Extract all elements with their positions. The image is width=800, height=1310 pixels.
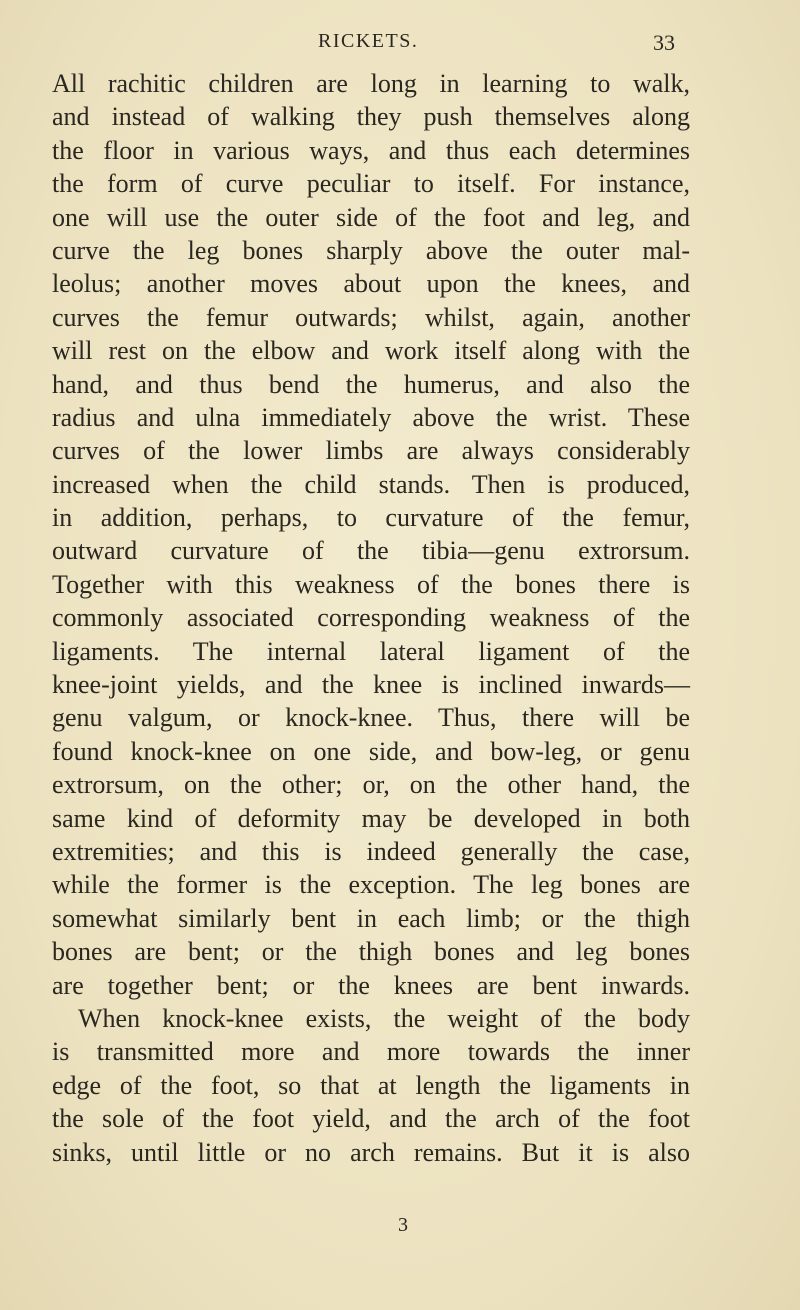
text-line: ligaments. The internal lateral ligament of the <box>52 636 690 666</box>
text-line: hand, and thus bend the humerus, and also the <box>52 369 690 399</box>
text-line: is transmitted more and more towards the inner <box>52 1037 690 1067</box>
text-line: leolus; another moves about upon the knees, and <box>52 269 690 299</box>
text-line: the form of curve peculiar to itself. For instance, <box>52 169 690 199</box>
text-line: curve the leg bones sharply above the outer mal- <box>52 235 690 265</box>
text-line: the floor in various ways, and thus each determines <box>52 135 690 165</box>
text-line: Together with this weakness of the bones there is <box>52 569 690 599</box>
text-line: in addition, perhaps, to curvature of the femur, <box>52 503 690 533</box>
text-line: same kind of deformity may be developed in both <box>52 803 690 833</box>
text-line: increased when the child stands. Then is produced, <box>52 469 690 499</box>
text-line: and instead of walking they push themselves along <box>52 102 690 132</box>
text-line: one will use the outer side of the foot and leg, and <box>52 202 690 232</box>
signature-mark: 3 <box>398 1214 408 1236</box>
page-number: 33 <box>653 30 675 55</box>
text-line: somewhat similarly bent in each limb; or the thigh <box>52 903 690 933</box>
text-line: outward curvature of the tibia—genu extrorsum. <box>52 536 690 566</box>
text-line: curves of the lower limbs are always considerably <box>52 436 690 466</box>
text-line: will rest on the elbow and work itself along with the <box>52 336 690 366</box>
text-line: curves the femur outwards; whilst, again, another <box>52 302 690 332</box>
text-line: the sole of the foot yield, and the arch of the foot <box>52 1104 690 1134</box>
text-line: extremities; and this is indeed generally the case, <box>52 836 690 866</box>
body-text <box>52 67 690 1169</box>
text-line: knee-joint yields, and the knee is inclined inwards— <box>52 670 690 700</box>
text-line: All rachitic children are long in learning to walk, <box>52 69 690 98</box>
paragraph-start-line: When knock-knee exists, the weight of the body <box>78 1003 690 1033</box>
text-line: found knock-knee on one side, and bow-leg, or genu <box>52 736 690 766</box>
text-line: edge of the foot, so that at length the ligaments in <box>52 1070 690 1100</box>
text-line: while the former is the exception. The leg bones are <box>52 870 690 900</box>
running-title: RICKETS. <box>318 30 419 52</box>
text-line: radius and ulna immediately above the wrist. These <box>52 402 690 432</box>
text-line: extrorsum, on the other; or, on the other hand, the <box>52 770 690 800</box>
running-head <box>0 30 800 60</box>
text-line: commonly associated corresponding weakness of the <box>52 603 690 633</box>
text-line: sinks, until little or no arch remains. But it is also <box>52 1137 690 1167</box>
text-line: are together bent; or the knees are bent inwards. <box>52 970 690 1000</box>
text-line: genu valgum, or knock-knee. Thus, there will be <box>52 703 690 733</box>
text-line: bones are bent; or the thigh bones and leg bones <box>52 937 690 967</box>
